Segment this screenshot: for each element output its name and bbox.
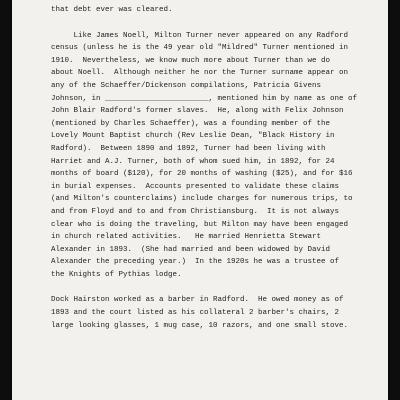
text-line: Lovely Mount Baptist church (Rev Leslie Dean, "Black History in	[51, 132, 335, 141]
paragraph-2	[51, 294, 369, 332]
text-line: (mentioned by Charles Schaeffer), was a founding member of the	[51, 119, 331, 128]
text-line: months of board ($120), for 20 months of washing ($25), and for $16	[51, 170, 353, 179]
text-line: Alexander the preceding year.) In the 1920s he was a trustee of	[51, 258, 340, 267]
text-line: Like James Noell, Milton Turner never appeared on any Radford	[51, 31, 349, 40]
paragraph-1	[51, 30, 369, 282]
text-line: (and Milton's counterclaims) include charges for numerous trips, to	[51, 195, 353, 204]
text-line: that debt ever was cleared.	[51, 6, 173, 14]
text-line: census (unless he is the 49 year old "Mildred" Turner mentioned in	[51, 44, 349, 53]
text-line: 1893 and the court listed as his collateral 2 barber's chairs, 2	[51, 309, 340, 318]
paragraph-0	[51, 4, 369, 17]
text-line: any of the Schaeffer/Dickenson compilations, Patricia Givens	[51, 81, 322, 90]
text-line: about Noell. Although neither he nor the Turner surname appear on	[51, 69, 349, 78]
text-line: 1910. Nevertheless, we know much more about Turner than we do	[51, 56, 331, 65]
document-text	[51, 4, 369, 332]
text-line: Radford). Between 1890 and 1892, Turner had been living with	[51, 144, 326, 153]
text-line: Dock Hairston worked as a barber in Radford. He owed money as of	[51, 296, 344, 305]
text-line: Johnson, in _______________________, mentioned him by name as one of	[51, 94, 358, 103]
text-line: the Knights of Pythias lodge.	[51, 270, 182, 279]
text-line: John Blair Radford's former slaves. He, along with Felix Johnson	[51, 107, 344, 116]
text-line: in church related activities. He married Henrietta Stewart	[51, 233, 322, 242]
text-line: Harriet and A.J. Turner, both of whom sued him, in 1892, for 24	[51, 157, 335, 166]
document-page	[12, 0, 388, 400]
text-line: large looking glasses, 1 mug case, 10 razors, and one small stove.	[51, 321, 349, 330]
text-line: Alexander in 1893. (She had married and been widowed by David	[51, 245, 331, 254]
text-line: in burial expenses. Accounts presented to validate these claims	[51, 182, 340, 191]
text-line: clear who is doing the traveling, but Milton may have been engaged	[51, 220, 349, 229]
text-line: and from Floyd and to and from Christiansburg. It is not always	[51, 207, 340, 216]
